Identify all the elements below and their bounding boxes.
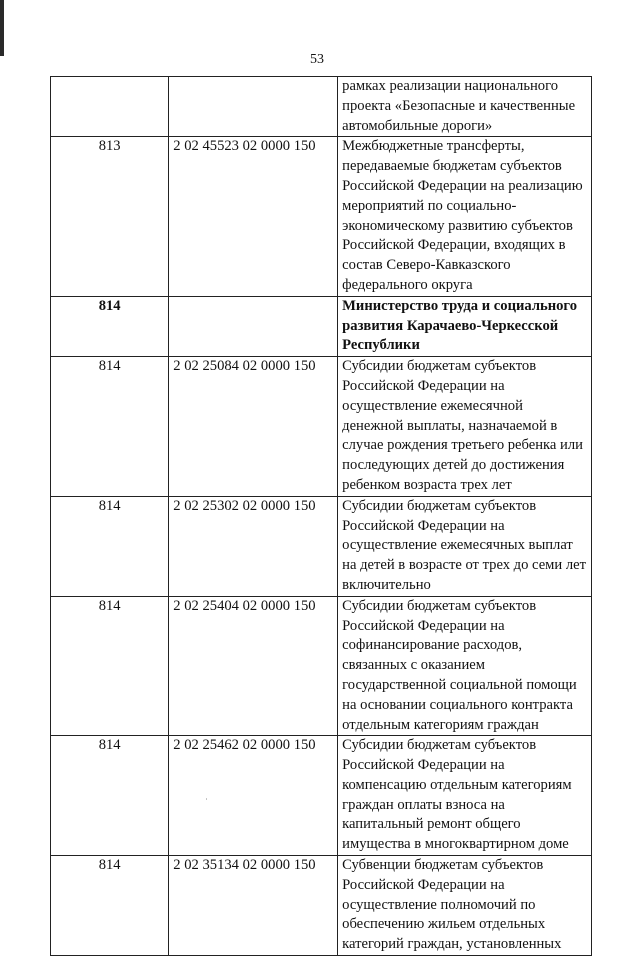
admin-code-cell: 814: [51, 596, 169, 736]
admin-code-cell: 814: [51, 736, 169, 856]
admin-code-cell: 814: [51, 357, 169, 497]
revenue-name-cell: Субсидии бюджетам субъектов Российской Федерации на осуществление ежемесячных выплат на детей в возрасте от трех до семи лет включительно: [338, 496, 592, 596]
revenue-name-cell: Межбюджетные трансферты, передаваемые бюджетам субъектов Российской Федерации на реализацию мероприятий по социально-экономическому развитию субъектов Российской Федерации, входящих в состав Северо-Кавказского федерального округа: [338, 137, 592, 296]
revenue-name-cell: Субсидии бюджетам субъектов Российской Федерации на софинансирование расходов, связанных с оказанием государственной социальной помощи на основании социального контракта отдельным категориям граждан: [338, 596, 592, 736]
revenue-code-cell: 2 02 25462 02 0000 150: [169, 736, 338, 856]
table-row: [51, 856, 592, 956]
revenue-name-cell: Субвенции бюджетам субъектов Российской Федерации на осуществление полномочий по обеспечению жильем отдельных категорий граждан, установленных: [338, 856, 592, 956]
admin-code-cell: 814: [51, 856, 169, 956]
table-row: [51, 357, 592, 497]
revenue-code-cell: [169, 77, 338, 137]
admin-code-cell: 814: [51, 496, 169, 596]
table-row: [51, 736, 592, 856]
scan-speck: ˙: [205, 797, 208, 807]
revenue-name-cell: рамках реализации национального проекта «Безопасные и качественные автомобильные дороги»: [338, 77, 592, 137]
table-row: [51, 596, 592, 736]
revenue-code-cell: 2 02 45523 02 0000 150: [169, 137, 338, 296]
admin-code-cell: 813: [51, 137, 169, 296]
table-row: [51, 137, 592, 296]
page-number: 53: [310, 52, 324, 67]
revenue-code-cell: [169, 296, 338, 356]
table-row: [51, 77, 592, 137]
revenue-code-cell: 2 02 25404 02 0000 150: [169, 596, 338, 736]
table-row: [51, 496, 592, 596]
revenue-code-cell: 2 02 25302 02 0000 150: [169, 496, 338, 596]
revenue-name-cell: Субсидии бюджетам субъектов Российской Федерации на компенсацию отдельным категориям граждан оплаты взноса на капитальный ремонт общего имущества в многоквартирном доме: [338, 736, 592, 856]
revenue-name-cell: Министерство труда и социального развития Карачаево-Черкесской Республики: [338, 296, 592, 356]
revenue-code-cell: 2 02 35134 02 0000 150: [169, 856, 338, 956]
table-row-ministry-heading: [51, 296, 592, 356]
revenue-code-cell: 2 02 25084 02 0000 150: [169, 357, 338, 497]
scan-edge: [0, 0, 4, 56]
admin-code-cell: [51, 77, 169, 137]
budget-classification-table: [50, 76, 592, 956]
admin-code-cell: 814: [51, 296, 169, 356]
revenue-name-cell: Субсидии бюджетам субъектов Российской Федерации на осуществление ежемесячной денежной выплаты, назначаемой в случае рождения третьего ребенка или последующих детей до достижения ребенком возраста трех лет: [338, 357, 592, 497]
